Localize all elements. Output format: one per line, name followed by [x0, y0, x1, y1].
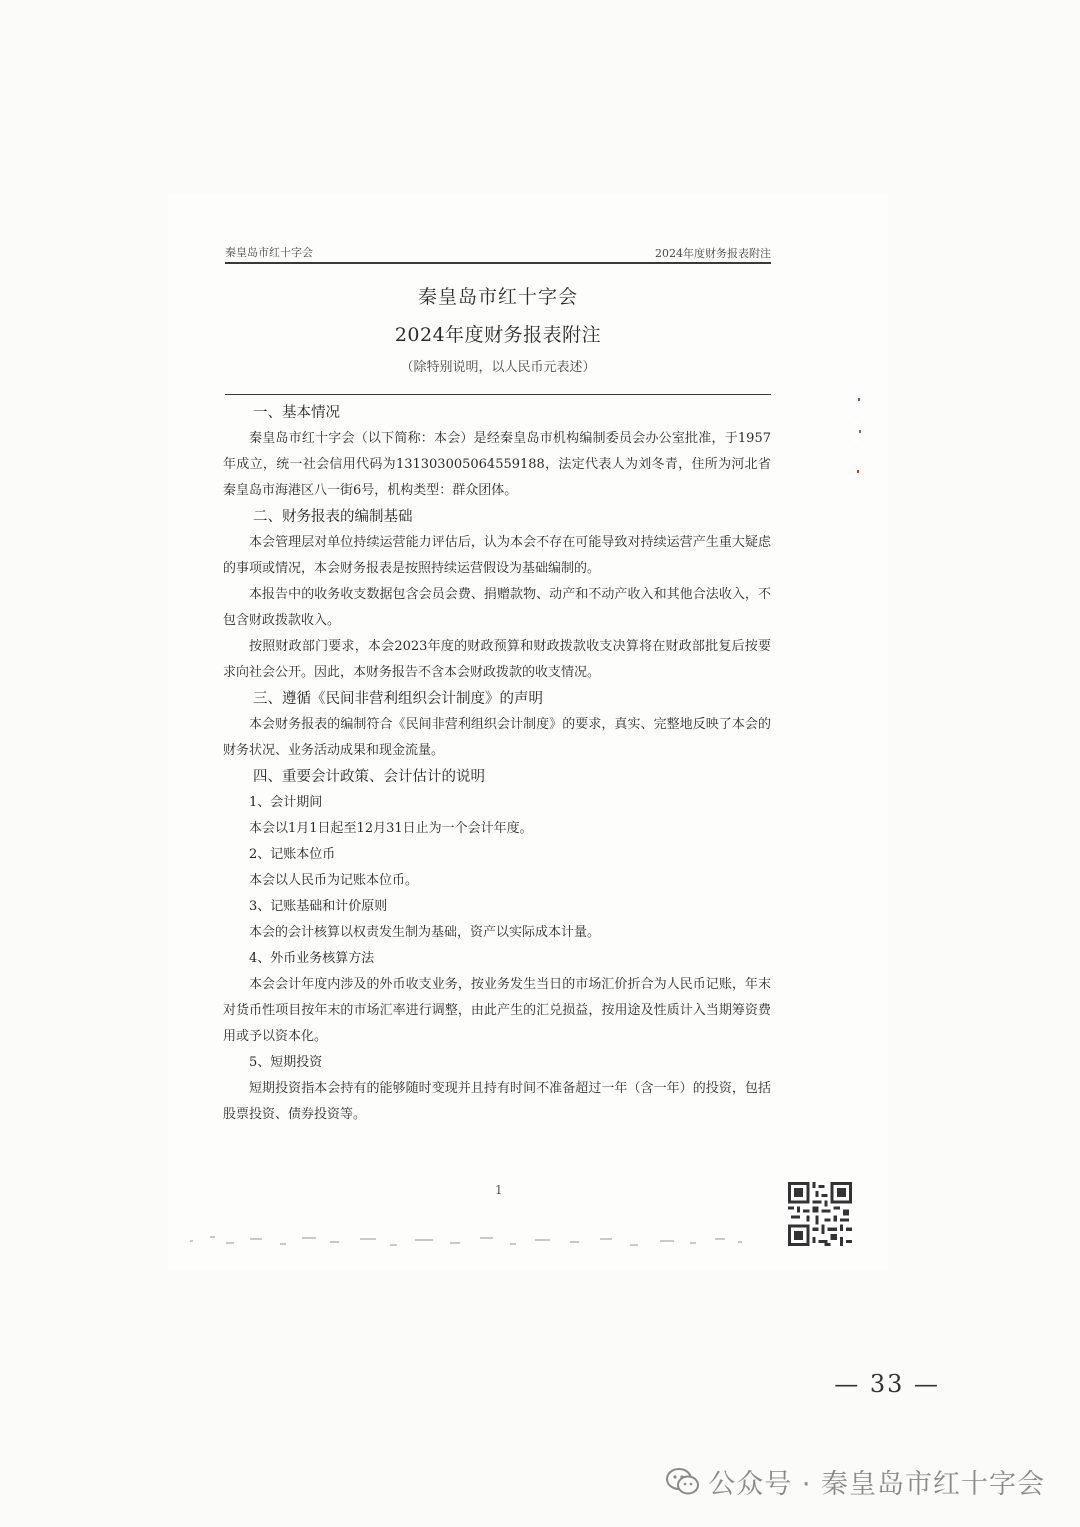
body-paragraph: 本会以1月1日起至12月31日止为一个会计年度。 [249, 821, 533, 836]
scan-page-number: 1 [495, 1183, 503, 1197]
section-heading: 二、财务报表的编制基础 [253, 509, 413, 525]
subsection-heading: 1、会计期间 [249, 795, 323, 810]
subsection-heading: 3、记账基础和计价原则 [249, 899, 388, 914]
body-paragraph: 本会会计年度内涉及的外币收支业务，按业务发生当日的市场汇价折合为人民币记账，年末对货币性项目按年末的市场汇率进行调整，由此产生的汇兑损益，按用途及性质计入当期筹资费用或予以资本化。 [223, 977, 771, 1044]
watermark-text: 公众号 · 秦皇岛市红十字会 [708, 1469, 1045, 1500]
outer-page-number: — 33 — [834, 1370, 940, 1398]
subsection-heading: 5、短期投资 [249, 1055, 323, 1070]
qr-code-icon [788, 1181, 852, 1247]
header-organization: 秦皇岛市红十字会 [225, 246, 313, 259]
subsection-heading: 4、外币业务核算方法 [249, 951, 375, 966]
body-paragraph: 按照财政部门要求，本会2023年度的财政预算和财政拨款收支决算将在财政部批复后按要求向社会公开。因此，本财务报告不含本会财政拨款的收支情况。 [223, 639, 771, 680]
section-heading: 三、遵循《民间非营利组织会计制度》的声明 [253, 691, 543, 707]
body-paragraph: 短期投资指本会持有的能够随时变现并且持有时间不准备超过一年（含一年）的投资，包括股票投资、债券投资等。 [223, 1081, 771, 1122]
subsection-heading: 2、记账本位币 [249, 847, 336, 862]
body-paragraph: 本会财务报表的编制符合《民间非营利组织会计制度》的要求，真实、完整地反映了本会的财务状况、业务活动成果和现金流量。 [223, 717, 771, 758]
running-header [225, 244, 771, 264]
currency-note: （除特别说明，以人民币元表述） [400, 360, 596, 375]
body-paragraph: 秦皇岛市红十字会（以下简称：本会）是经秦皇岛市机构编制委员会办公室批准，于1957年成立，统一社会信用代码为131303005064559188，法定代表人为刘冬青，住所为河北省秦皇岛市海港区八一街6号，机构类型：群众团体。 [223, 431, 771, 498]
title-divider [225, 394, 771, 395]
document-title-organization: 秦皇岛市红十字会 [417, 286, 578, 308]
scan-marks [850, 392, 866, 512]
wechat-icon [666, 1467, 700, 1497]
body-paragraph: 本会以人民币为记账本位币。 [249, 873, 419, 888]
wechat-watermark [666, 1462, 1045, 1501]
report-body [223, 400, 771, 1128]
section-heading: 四、重要会计政策、会计估计的说明 [253, 769, 485, 785]
body-paragraph: 本会管理层对单位持续运营能力评估后，认为本会不存在可能导致对持续运营产生重大疑虑的事项或情况，本会财务报表是按照持续运营假设为基础编制的。 [223, 535, 771, 576]
body-paragraph: 本会的会计核算以权责发生制为基础，资产以实际成本计量。 [249, 925, 601, 940]
document-title-report: 2024年度财务报表附注 [394, 324, 602, 346]
section-heading: 一、基本情况 [253, 405, 340, 421]
scan-noise [190, 1228, 750, 1256]
body-paragraph: 本报告中的收务收支数据包含会员会费、捐赠款物、动产和不动产收入和其他合法收入，不包含财政拨款收入。 [223, 587, 771, 628]
header-report-title: 2024年度财务报表附注 [655, 247, 771, 260]
